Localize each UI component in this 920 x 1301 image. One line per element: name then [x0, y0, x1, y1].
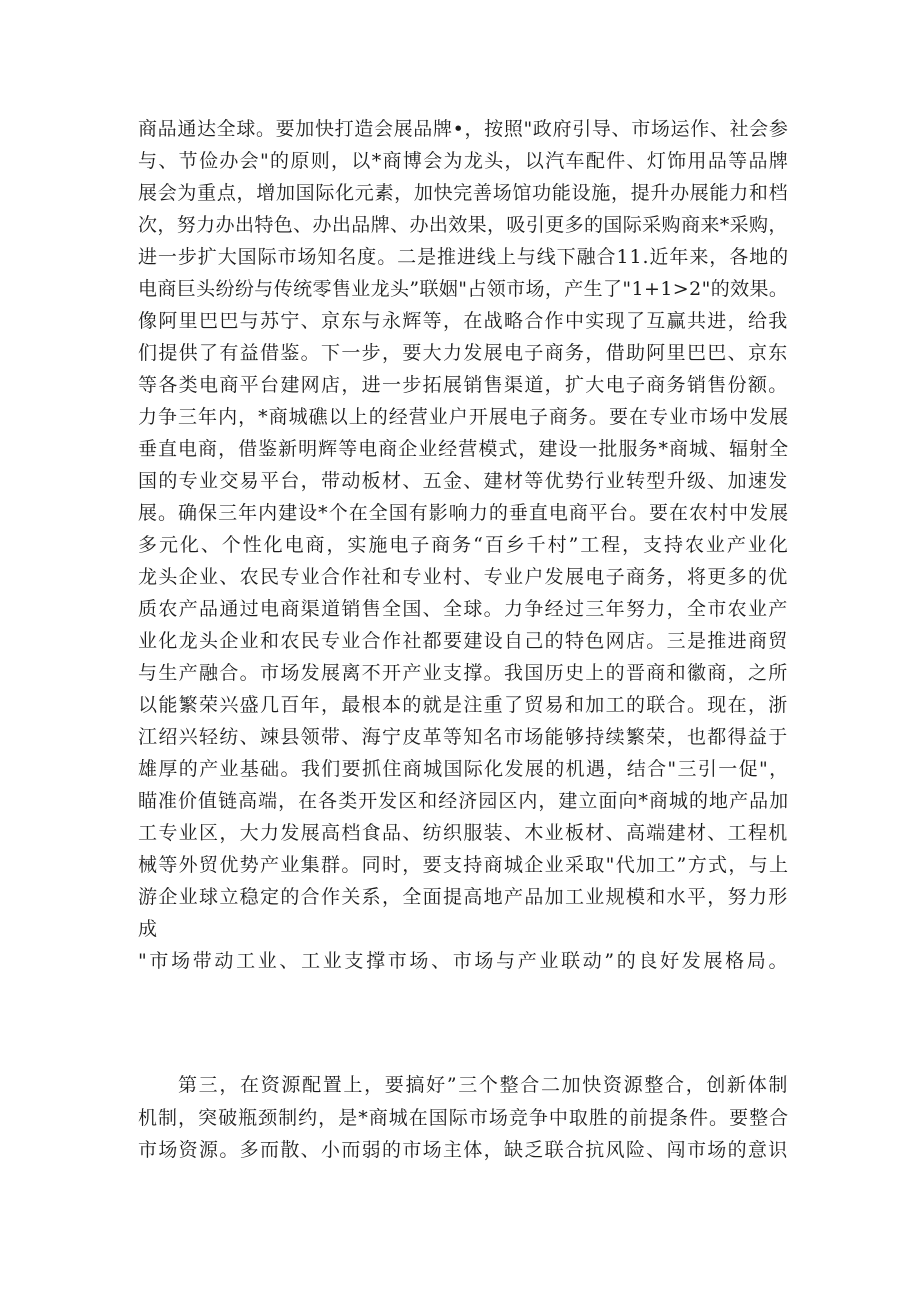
text-line: 游企业球立稳定的合作关系，全面提高地产品加工业规模和水平，努力形 [138, 886, 789, 908]
text-line: 展。确保三年内建设*个在全国有影响力的垂直电商平台。要在农村中发展 [138, 502, 790, 524]
text-line: 市场资源。多而散、小而弱的市场主体，缺乏联合抗风险、闯市场的意识 [138, 1139, 789, 1161]
text-line: 以能繁荣兴盛几百年，最根本的就是注重了贸易和加工的联合。现在，浙 [138, 694, 789, 716]
text-line: 进一步扩大国际市场知名度。二是推进线上与线下融合11.近年来，各地的 [138, 246, 790, 268]
text-line: 垂直电商，借鉴新明辉等电商企业经营模式，建设一批服务*商城、辐射全 [138, 438, 790, 460]
text-line: 机制，突破瓶颈制约，是*商城在国际市场竞争中取胜的前提条件。要整合 [138, 1106, 790, 1129]
text-line: 多元化、个性化电商，实施电子商务“百乡千村”工程，支持农业产业化 [138, 534, 790, 556]
text-line: 第三，在资源配置上，要搞好”三个整合二加快资源整合，创新体制 [178, 1074, 790, 1096]
text-line: 龙头企业、农民专业合作社和专业村、专业户发展电子商务，将更多的优 [138, 566, 789, 588]
text-line: 们提供了有益借鉴。下一步，要大力发展电子商务，借助阿里巴巴、京东 [138, 342, 789, 364]
text-line: 次，努力办出特色、办出品牌、办出效果，吸引更多的国际采购商来*采购， [138, 214, 788, 236]
text-line: 与生产融合。市场发展离不开产业支撑。我国历史上的晋商和徽商，之所 [138, 662, 789, 684]
text-line: 展会为重点，增加国际化元素，加快完善场馆功能设施，提升办展能力和档 [138, 182, 789, 204]
text-line: 械等外贸优势产业集群。同时，要支持商城企业采取"代加工”方式，与上 [138, 854, 790, 876]
text-line: 雄厚的产业基础。我们要抓住商城国际化发展的机遇，结合"三引一促"， [138, 758, 790, 780]
text-line: 与、节俭办会"的原则，以*商博会为龙头，以汽车配件、灯饰用品等品牌 [138, 150, 790, 172]
text-line: 力争三年内，*商城礁以上的经营业户开展电子商务。要在专业市场中发展 [138, 406, 790, 428]
text-line: 业化龙头企业和农民专业合作社都要建设自己的特色网店。三是推进商贸 [138, 630, 789, 652]
text-line: 质农产品通过电商渠道销售全国、全球。力争经过三年努力，全市农业产 [138, 598, 789, 620]
text-line: 像阿里巴巴与苏宁、京东与永辉等，在战略合作中实现了互赢共进，给我 [138, 310, 789, 332]
text-line: 江绍兴轻纺、竦县领带、海宁皮革等知名市场能够持续繁荣，也都得益于 [138, 726, 789, 748]
text-line: 电商巨头纷纷与传统零售业龙头”联姻"占领市场，产生了"1+1>2"的效果。 [138, 278, 789, 300]
text-line: 国的专业交易平台，带动板材、五金、建材等优势行业转型升级、加速发 [138, 470, 789, 492]
text-line: 等各类电商平台建网店，进一步拓展销售渠道，扩大电子商务销售份额。 [138, 374, 789, 396]
text-line: 商品通达全球。要加快打造会展品牌•，按照"政府引导、市场运作、社会参 [138, 118, 789, 140]
text-line: "市场带动工业、工业支撑市场、市场与产业联动”的良好发展格局。 [138, 950, 791, 972]
text-line: 工专业区，大力发展高档食品、纺织服装、木业板材、高端建材、工程机 [138, 822, 789, 844]
text-line: 成 [138, 918, 158, 940]
text-line: 瞄准价值链高端，在各类开发区和经济园区内，建立面向*商城的地产品加 [138, 790, 790, 812]
